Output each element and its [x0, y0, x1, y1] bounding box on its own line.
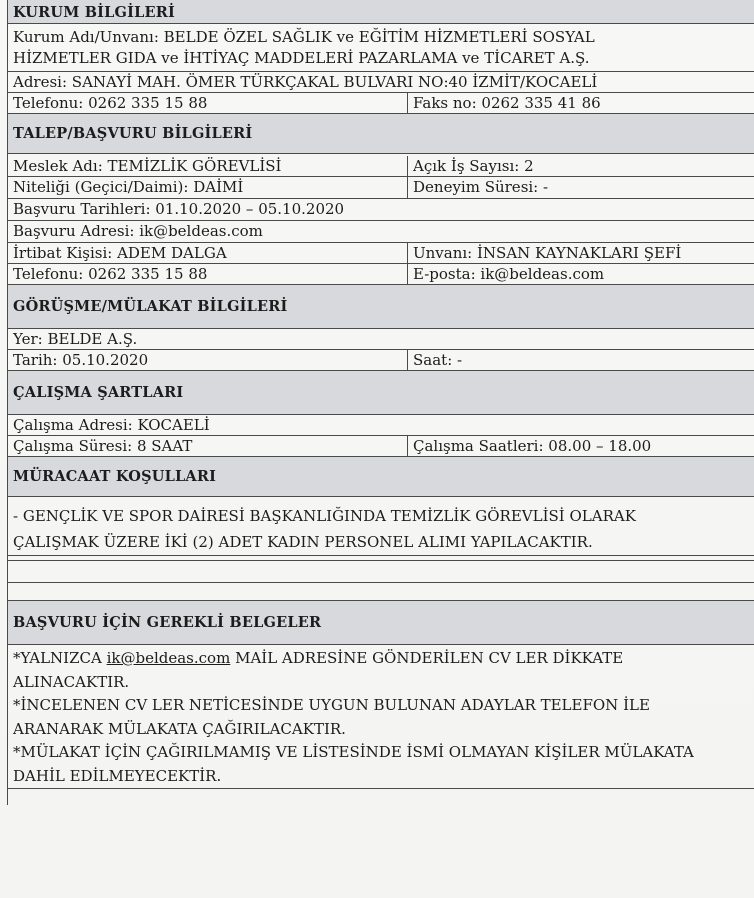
muracaat-kosullari	[8, 497, 754, 561]
irtibat-kisisi: İrtibat Kişisi: ADEM DALGA	[8, 243, 408, 263]
calisma-suresi: Çalışma Süresi: 8 SAAT	[8, 436, 408, 456]
basvuru-adresi: Başvuru Adresi: ik@beldeas.com	[8, 221, 754, 243]
meslek-adi: Meslek Adı: TEMİZLİK GÖREVLİSİ	[8, 156, 408, 176]
talep-nitelik-row	[8, 177, 754, 199]
section-header-belgeler: BAŞVURU İÇİN GEREKLİ BELGELER	[8, 601, 754, 645]
belgeler-line4: ARANARAK MÜLAKATA ÇAĞIRILACAKTIR.	[13, 719, 346, 738]
section-title: KURUM BİLGİLERİ	[13, 4, 176, 21]
section-header-kurum	[8, 0, 754, 24]
basvuru-tarihleri: Başvuru Tarihleri: 01.10.2020 – 05.10.2020	[8, 199, 754, 221]
section-header-calisma: ÇALIŞMA ŞARTLARI	[8, 371, 754, 415]
talep-meslek-row	[8, 154, 754, 177]
calisma-saatleri: Çalışma Saatleri: 08.00 – 18.00	[413, 437, 652, 455]
calisma-adresi: Çalışma Adresi: KOCAELİ	[8, 415, 754, 436]
section-header-talep: TALEP/BAŞVURU BİLGİLERİ	[8, 114, 754, 154]
section-header-muracaat: MÜRACAAT KOŞULLARI	[8, 457, 754, 497]
gorusme-saat: Saat: -	[413, 351, 463, 369]
talep-iletisim-row	[8, 264, 754, 285]
belgeler-line6: DAHİL EDİLMEYECEKTİR.	[13, 766, 222, 785]
belgeler-line2: ALINACAKTIR.	[13, 672, 130, 691]
kurum-adi	[8, 24, 754, 72]
kurum-iletisim-row	[8, 93, 754, 114]
talep-telefon: Telefonu: 0262 335 15 88	[8, 264, 408, 284]
gorusme-tarih-row	[8, 350, 754, 371]
talep-eposta: E-posta: ik@beldeas.com	[413, 265, 605, 283]
muracaat-line2: ÇALIŞMAK ÜZERE İKİ (2) ADET KADIN PERSONEL ALIMI YAPILACAKTIR.	[8, 529, 754, 556]
belgeler-line5: *MÜLAKAT İÇİN ÇAĞIRILMAMIŞ VE LİSTESİNDE İSMİ OLMAYAN KİŞİLER MÜLAKATA	[13, 743, 694, 761]
irtibat-unvani: Unvanı: İNSAN KAYNAKLARI ŞEFİ	[413, 244, 682, 262]
kurum-adres: Adresi: SANAYİ MAH. ÖMER TÜRKÇAKAL BULVARI NO:40 İZMİT/KOCAELİ	[8, 72, 754, 93]
calisma-suresi-row	[8, 436, 754, 457]
kurum-telefon: Telefonu: 0262 335 15 88	[8, 93, 408, 113]
deneyim-suresi: Deneyim Süresi: -	[413, 178, 549, 196]
gorusme-yer: Yer: BELDE A.Ş.	[8, 329, 754, 350]
acik-is-sayisi: Açık İş Sayısı: 2	[413, 157, 534, 175]
empty-row	[8, 561, 754, 583]
irtibat-row	[8, 243, 754, 264]
email-link[interactable]: ik@beldeas.com	[106, 649, 231, 667]
belgeler-line3: *İNCELENEN CV LER NETİCESİNDE UYGUN BULUNAN ADAYLAR TELEFON İLE	[13, 696, 650, 714]
empty-row	[8, 583, 754, 601]
nitelik: Niteliği (Geçici/Daimi): DAİMİ	[8, 177, 408, 198]
empty-row	[8, 789, 754, 805]
muracaat-line1: - GENÇLİK VE SPOR DAİRESİ BAŞKANLIĞINDA TEMİZLİK GÖREVLİSİ OLARAK	[13, 507, 636, 525]
gorusme-tarih: Tarih: 05.10.2020	[8, 350, 408, 370]
belgeler-line1: *YALNIZCA ik@beldeas.com MAİL ADRESİNE GÖNDERİLEN CV LER DİKKATE	[13, 649, 624, 667]
kurum-faks: Faks no: 0262 335 41 86	[413, 94, 601, 112]
gerekli-belgeler	[8, 645, 754, 789]
section-header-gorusme: GÖRÜŞME/MÜLAKAT BİLGİLERİ	[8, 285, 754, 329]
application-form	[7, 0, 754, 805]
kurum-adi-line2: HİZMETLER GIDA ve İHTİYAÇ MADDELERİ PAZARLAMA ve TİCARET A.Ş.	[13, 49, 590, 67]
kurum-adi-line1: Kurum Adı/Unvanı: BELDE ÖZEL SAĞLIK ve EĞİTİM HİZMETLERİ SOSYAL	[13, 28, 595, 46]
